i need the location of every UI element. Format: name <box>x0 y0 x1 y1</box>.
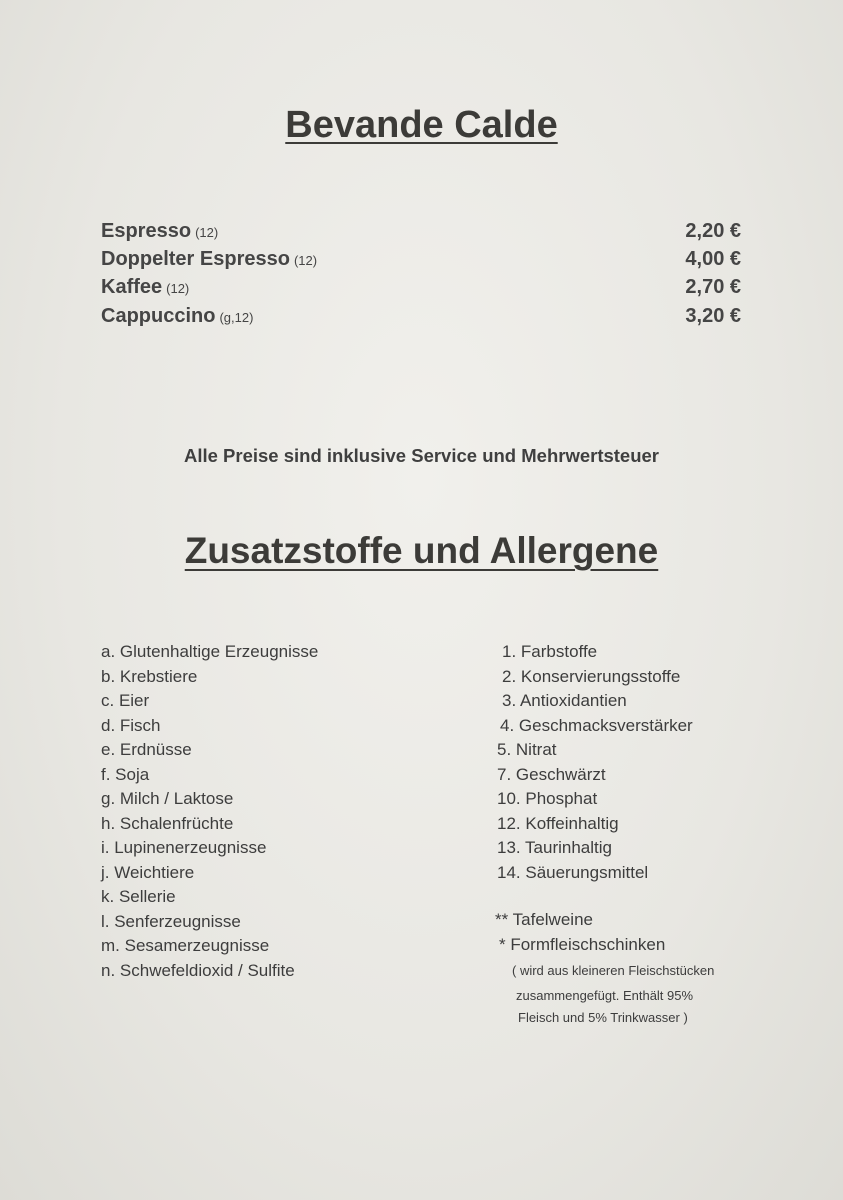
additive-item: 4. Geschmacksverstärker <box>500 715 693 735</box>
formfleisch-detail-line: Fleisch und 5% Trinkwasser ) <box>518 1010 688 1025</box>
additive-item: 14. Säuerungsmittel <box>497 862 649 882</box>
menu-item-code: (12) <box>195 225 219 240</box>
menu-item-name: Kaffee (12) <box>101 276 190 298</box>
menu-item-espresso <box>101 220 741 248</box>
menu-item-kaffee <box>101 276 741 304</box>
additive-item: 3. Antioxidantien <box>502 691 627 710</box>
menu-item-name: Doppelter Espresso (12) <box>101 248 318 270</box>
allergen-item: b. Krebstiere <box>101 666 198 686</box>
additive-item: 2. Konservierungsstoffe <box>502 666 681 686</box>
additive-item: 10. Phosphat <box>497 789 598 808</box>
menu-item-code: (12) <box>293 253 318 268</box>
allergen-item: k. Sellerie <box>101 887 176 906</box>
tafelweine-note: ** Tafelweine <box>495 910 593 929</box>
menu-item-cappuccino <box>101 305 741 333</box>
allergen-item: i. Lupinenerzeugnisse <box>101 838 267 857</box>
allergen-item: m. Sesamerzeugnisse <box>101 936 270 955</box>
allergen-item: f. Soja <box>101 764 150 784</box>
menu-item-code: (12) <box>166 281 190 296</box>
allergen-item: h. Schalenfrüchte <box>101 813 234 833</box>
menu-item-name: Espresso (12) <box>101 220 219 242</box>
allergen-item: a. Glutenhaltige Erzeugnisse <box>101 642 319 661</box>
allergen-list <box>101 642 318 985</box>
additive-item: 1. Farbstoffe <box>502 642 598 661</box>
additive-list <box>497 642 693 887</box>
allergen-item: n. Schwefeldioxid / Sulfite <box>101 960 295 980</box>
formfleisch-note: * Formfleischschinken <box>499 935 666 954</box>
menu-item-price: 2,20 € <box>685 220 741 242</box>
menu-item-doppelter-espresso <box>101 248 741 276</box>
allergens-title: Zusatzstoffe und Allergene <box>184 530 659 571</box>
allergen-item: j. Weichtiere <box>101 862 195 882</box>
allergen-item: e. Erdnüsse <box>101 740 192 759</box>
allergen-item: g. Milch / Laktose <box>101 789 234 808</box>
menu-item-price: 2,70 € <box>685 276 741 298</box>
menu-item-price: 4,00 € <box>685 248 741 270</box>
hot-drinks-title: Bevande Calde <box>285 104 558 146</box>
additive-item: 5. Nitrat <box>497 740 557 759</box>
formfleisch-detail-line: ( wird aus kleineren Fleischstücken <box>512 963 715 978</box>
price-note: Alle Preise sind inklusive Service und Mehrwertsteuer <box>183 445 660 466</box>
additive-item: 12. Koffeinhaltig <box>497 813 619 833</box>
menu-item-code: (g,12) <box>219 310 254 325</box>
menu-item-price: 3,20 € <box>685 305 741 327</box>
formfleisch-detail-line: zusammengefügt. Enthält 95% <box>516 988 694 1003</box>
allergen-item: d. Fisch <box>101 715 161 735</box>
additive-item: 13. Taurinhaltig <box>497 838 612 857</box>
allergen-item: c. Eier <box>101 691 150 710</box>
additive-item: 7. Geschwärzt <box>497 764 606 784</box>
allergen-item: l. Senferzeugnisse <box>101 911 241 931</box>
menu-item-name: Cappuccino (g,12) <box>101 305 254 327</box>
